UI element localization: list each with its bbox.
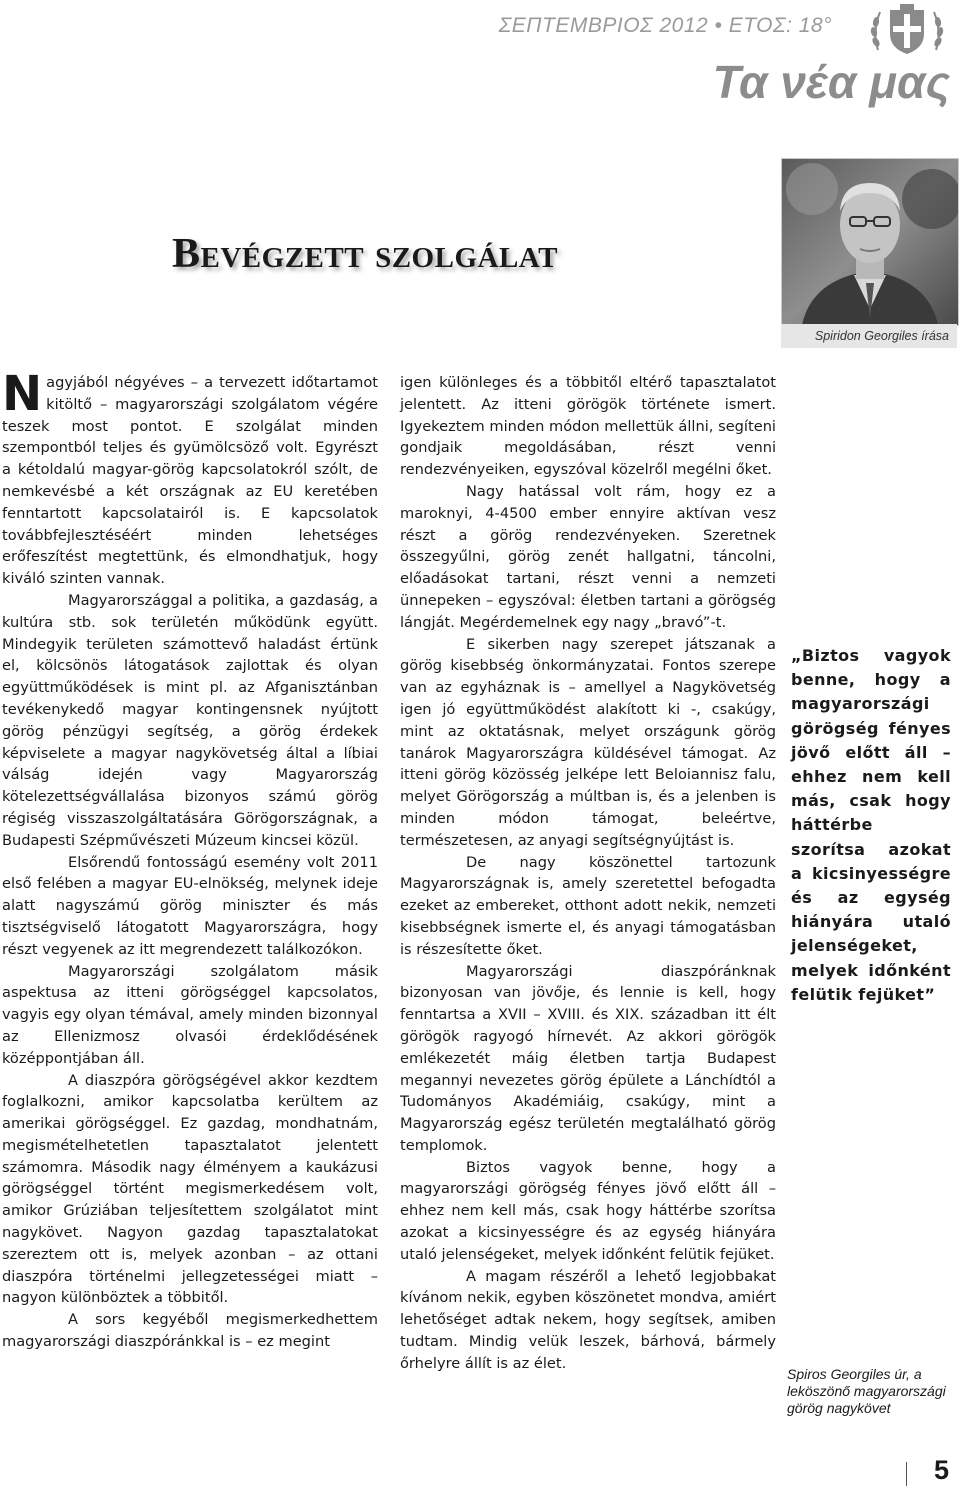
paragraph: igen különleges és a többitől eltérő tapasztalatot jelentett. Az itteni görögök története ismert. Igyekeztem minden módon mellettük állni, segíteni gondjaik megoldásában, részt venni rendezvényeiken, egyszóval közelről megélni őket. (400, 374, 776, 479)
paragraph: A diaszpóra görögségével akkor kezdtem foglalkozni, amikor kapcsolatba kerültem az amerikai görögséggel. Ez gazdag, mondhatnám, megismételhetetlen tapasztalatot jelentett számomra. Második nagy élményem a kaukázusi görögséggel történt megismerkedésem volt, amikor Grúziában teljesítettem szolgálatot mint nagykövet. Nagyon gazdag tapasztalatokat szereztem ott is, melyek azonban – az ottani diaszpóra történelmi jellegzetességei miatt – nagyon különböztek a többitől. (2, 1071, 378, 1307)
article-title: Bevégzett szolgálat (172, 231, 558, 277)
paragraph-text: agyjából négyéves – a tervezett időtartamot kitöltő – magyarországi szolgálatom végére teszek most pontot. E szolgálat minden szempontból teljes és gyümölcsöző volt. Egyrészt a kétoldalú magyar-görög kapcsolatokról szólt, de nemkevésbé a két országnak az EU keretében fenntartott kapcsolatairól is. E kapcsolatok továbbfejlesztéséért minden lehetséges erőfeszítést megtettünk, és elmondhatjuk, hogy kiváló szinten vannak. (2, 374, 378, 588)
dropcap: N (2, 366, 43, 422)
paragraph: Magyarországgal a politika, a gazdaság, a kultúra stb. sok területén működünk együtt. Mindegyik területen számottevő haladást értünk el, kölcsönös látogatások zajlottak és olyan együttműködések is mint pl. az Afganisztánban tevékenykedő magyar kontingensnek nyújtott görög pénzügyi segítség, a görög érdekek képviselete a magyar nagykövetség által a líbiai válság idején vagy Magyarország kötelezettségvállalása bizonyos számú görög régiség visszaszolgáltatására Görögországnak, a Budapesti Szépművészeti Múzeum kincsei közül. (2, 591, 378, 849)
paragraph: A magam részéről a lehető legjobbakat kívánom nekik, egyben köszönetet mondva, amiért lehetőséget adtak nekem, hogy segítsek, amiben tudtam. Mindig velük leszek, bárhová, bármely őrhelyre állít is az élet. (400, 1267, 776, 1372)
paragraph: Magyarországi szolgálatom másik aspektusa az itteni görögséggel kapcsolatos, vagyis egy olyan témával, amely minden bizonnyal az Ellenizmosz olvasói érdeklődésének középpontjában áll. (2, 962, 378, 1067)
paragraph: Elsőrendű fontosságú esemény volt 2011 első felében a magyar EU-elnökség, melynek ideje alatt nagyszámú görög miniszter és más tisztségviselő látogatott Magyarországra, hogy részt vegyenek az itt megrendezett találkozókon. (2, 853, 378, 958)
crest-emblem-icon (868, 2, 946, 56)
byline-text: Spiridon Georgiles írása (814, 329, 949, 343)
middle-column (400, 372, 776, 1375)
paragraph: Nagy hatással volt rám, hogy ez a maroknyi, 4-4500 ember ennyire aktívan vesz részt a görög rendezvényeken. Szeretnek összegyűlni, görög zenét hallgatni, táncolni, előadásokat tartani, részt venni a nemzeti ünnepeken – egyszóval: életben tartani a görögség lángját. Megérdemelnek egy nagy „bravó”-t. (400, 482, 776, 631)
author-portrait (781, 158, 959, 326)
byline (781, 324, 957, 348)
left-column (2, 366, 378, 1353)
portrait-photo (782, 159, 958, 325)
paragraph: Biztos vagyok benne, hogy a magyarországi görögség fényes jövő előtt áll – ehhez nem kell más, csak hogy háttérbe szorítsa azokat a kicsinyességre és az egység hiányára utaló jelenségeket, melyek időnként felütik fejüket. (400, 1158, 776, 1263)
pull-quote: „Biztos vagyok benne, hogy a magyarországi görögség fényes jövő előtt áll – ehhez nem kell más, csak hogy háttérbe szorítsa azokat a kicsinyességre és az egység hiányára utaló jelenségeket, melyek időnként felütik fejüket” (791, 646, 951, 1004)
page-number-divider (906, 1462, 907, 1486)
paragraph: De nagy köszönettel tartozunk Magyarországnak is, amely szeretettel befogadta ezeket az embereket, otthont adott nekik, nemzeti kisebbségnek ismerte el, és anyagi támogatásban is részesítette őket. (400, 853, 776, 958)
photo-caption: Spiros Georgiles úr, a leköszönő magyarországi görög nagykövet (787, 1366, 946, 1416)
paragraph: Magyarországi diaszpóránknak bizonyosan van jövője, és lennie is kell, hogy fenntartsa a XVII – XVIII. és XIX. században itt élt görögök ragyogó hírnevét. Az akkori görögök emlékezetét máig életben tartja Budapest megannyi nevezetes görög épülete a Lánchídtól a Tudományos Akadémiáig, csakúgy, mint a Magyarország egész területén megtalálható görög templomok. (400, 962, 776, 1154)
paragraph: E sikerben nagy szerepet játszanak a görög kisebbség önkormányzatai. Fontos szerepe van az egyháznak is – amellyel a Nagykövetség igen jó együttműködést alakított ki -, csakúgy, mint az oktatásnak, melyet országunk görög tanárok Magyarországra küldésével támogat. Az itteni görög közösség jelképe lett Beloiannisz falu, melyet Görögország a múltban is, és a jelenben is minden módon támogat, beleértve, természetesen, az anyagi segítségnyújtást is. (400, 635, 776, 849)
issue-header: ΣΕΠΤΕΜΒΡΙΟΣ 2012 • ΕΤΟΣ: 18° (498, 14, 832, 37)
section-title: Τα νέα μας (712, 56, 950, 108)
paragraph (2, 366, 378, 590)
paragraph: A sors kegyéből megismerkedhettem magyarországi diaszpóránkkal is – ez megint (2, 1311, 378, 1351)
page-number: 5 (934, 1455, 950, 1485)
